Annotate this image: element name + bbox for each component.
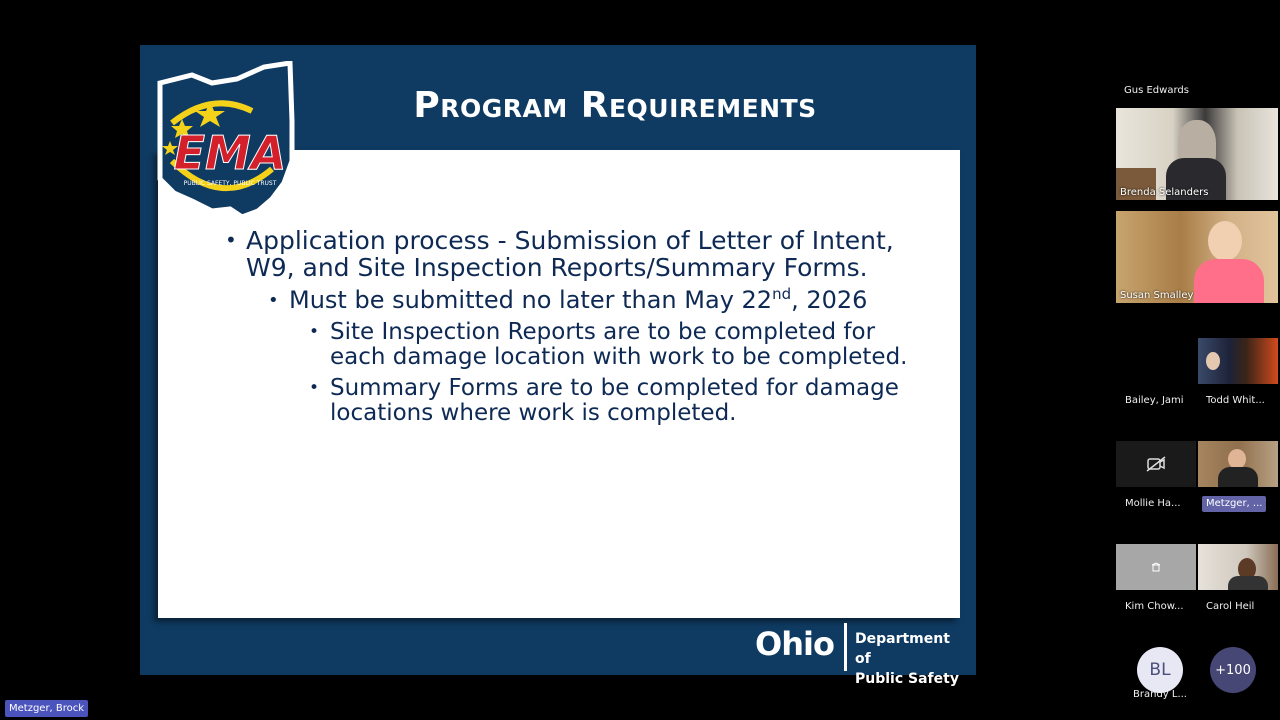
bullet-item xyxy=(309,320,915,370)
ema-logo-text: EMA xyxy=(173,126,287,180)
participant-name: Kim Chow... xyxy=(1125,601,1184,612)
camera-off-icon xyxy=(1146,456,1166,472)
bullet-dot-icon: • xyxy=(268,290,279,311)
dept-name xyxy=(855,629,965,689)
ohio-dps-logo xyxy=(755,621,965,687)
participant-name: Bailey, Jami xyxy=(1125,395,1184,406)
participant-name: Carol Heil xyxy=(1206,601,1255,612)
slide-bullet-list xyxy=(225,227,915,426)
participant-name: Brandy L... xyxy=(1133,689,1187,700)
ordinal-suffix: nd xyxy=(772,285,792,303)
participant-figure xyxy=(1208,221,1242,261)
participant-tile-camera-off[interactable] xyxy=(1116,544,1196,590)
participant-name: Mollie Ha... xyxy=(1125,498,1181,509)
participant-name-highlighted: Metzger, ... xyxy=(1202,496,1266,512)
logo-divider xyxy=(844,623,847,671)
bullet-item xyxy=(225,227,915,281)
participant-name: Susan Smalley xyxy=(1120,290,1194,301)
participant-figure xyxy=(1228,576,1268,590)
bullet-item xyxy=(268,287,915,314)
dept-line-1: Department of xyxy=(855,631,950,667)
building-icon xyxy=(1151,562,1161,572)
participant-figure xyxy=(1228,449,1246,469)
slide-title: Program Requirements xyxy=(413,85,817,126)
ohio-ema-logo xyxy=(152,61,302,219)
participant-video-tile[interactable] xyxy=(1198,441,1278,487)
active-speaker-label: Metzger, Brock xyxy=(5,700,88,717)
participant-video-tile[interactable] xyxy=(1116,108,1278,200)
participant-name: Brenda Selanders xyxy=(1120,187,1209,198)
bullet-dot-icon: • xyxy=(309,378,320,398)
participant-video-tile[interactable] xyxy=(1198,338,1278,384)
participant-figure xyxy=(1218,467,1258,487)
participant-name: Todd Whit... xyxy=(1206,395,1265,406)
bullet-text: Summary Forms are to be completed for damage locations where work is completed. xyxy=(330,375,899,426)
dept-line-2: Public Safety xyxy=(855,671,959,687)
participant-video-tile[interactable] xyxy=(1198,544,1278,590)
bullet-dot-icon: • xyxy=(309,322,320,342)
bullet-item xyxy=(309,376,915,426)
participant-avatar[interactable]: BL xyxy=(1137,647,1183,693)
shared-slide xyxy=(140,45,976,687)
more-participants-button[interactable]: +100 xyxy=(1210,647,1256,693)
ema-logo-tagline: PUBLIC SAFETY, PUBLIC TRUST xyxy=(183,180,277,187)
participant-video-tile[interactable] xyxy=(1116,211,1278,303)
bullet-text: Must be submitted no later than May 22 xyxy=(289,286,773,314)
participant-figure xyxy=(1194,259,1264,303)
bullet-text: Site Inspection Reports are to be completed for each damage location with work to be completed. xyxy=(330,319,908,370)
ohio-wordmark: Ohio xyxy=(755,625,834,663)
participant-tile-camera-off[interactable] xyxy=(1116,441,1196,487)
bullet-dot-icon: • xyxy=(225,228,237,252)
bullet-text-tail: , 2026 xyxy=(791,286,868,314)
bullet-text: Application process - Submission of Letter of Intent, W9, and Site Inspection Reports/Summary Forms. xyxy=(246,226,894,282)
participant-name: Gus Edwards xyxy=(1124,85,1189,96)
participant-figure xyxy=(1206,352,1220,370)
